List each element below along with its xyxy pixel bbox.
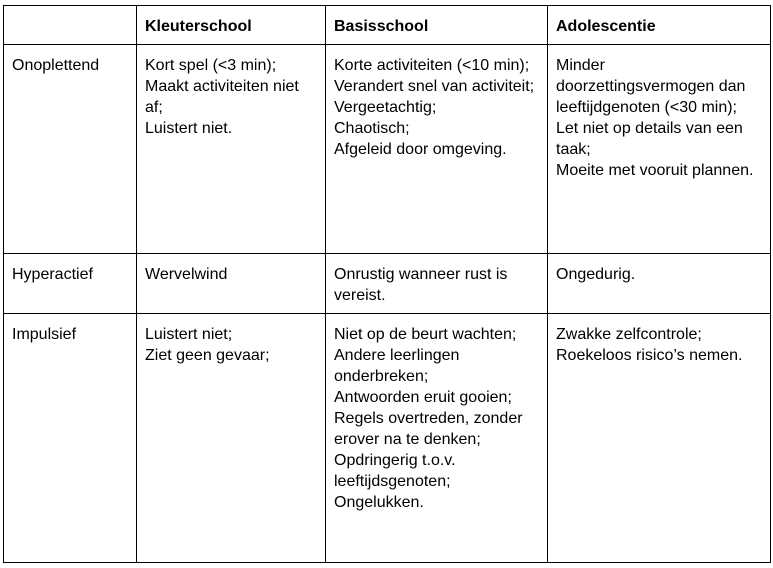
table-row-impulsief (4, 314, 771, 563)
cell-hyperactief-basisschool (326, 254, 548, 314)
cell-line: Moeite met vooruit plannen. (556, 162, 754, 179)
cell-line: Afgeleid door omgeving. (334, 141, 507, 158)
cell-line: Let niet op details van een taak; (556, 120, 743, 158)
cell-line: Ongedurig. (556, 266, 636, 283)
cell-line: Ziet geen gevaar; (145, 347, 270, 364)
row-label-impulsief: Impulsief (4, 314, 137, 563)
cell-impulsief-kleuterschool (137, 314, 326, 563)
cell-line: Chaotisch; (334, 120, 410, 137)
cell-line: Vergeetachtig; (334, 99, 437, 116)
row-label-hyperactief: Hyperactief (4, 254, 137, 314)
cell-line: Zwakke zelfcontrole; (556, 326, 702, 343)
table-header-row (4, 6, 771, 45)
comparison-table (3, 5, 771, 563)
cell-line: Roekeloos risico’s nemen. (556, 347, 743, 364)
row-label-onoplettend: Onoplettend (4, 45, 137, 254)
cell-line: Verandert snel van activiteit; (334, 78, 535, 95)
cell-hyperactief-adolescentie (548, 254, 771, 314)
cell-line: Andere leerlingen onderbreken; (334, 347, 460, 385)
cell-line: Regels overtreden, zonder erover na te denken; (334, 410, 523, 448)
cell-onoplettend-adolescentie (548, 45, 771, 254)
cell-line: Onrustig wanneer rust is vereist. (334, 266, 508, 304)
header-adolescentie: Adolescentie (548, 6, 771, 45)
table-row-onoplettend (4, 45, 771, 254)
cell-line: Korte activiteiten (<10 min); (334, 57, 530, 74)
cell-line: Luistert niet. (145, 120, 233, 137)
cell-hyperactief-kleuterschool (137, 254, 326, 314)
cell-impulsief-adolescentie (548, 314, 771, 563)
cell-line: Antwoorden eruit gooien; (334, 389, 512, 406)
cell-line: Luistert niet; (145, 326, 233, 343)
table-row-hyperactief (4, 254, 771, 314)
cell-onoplettend-kleuterschool (137, 45, 326, 254)
cell-impulsief-basisschool (326, 314, 548, 563)
header-basisschool: Basisschool (326, 6, 548, 45)
cell-line: Kort spel (<3 min); (145, 57, 277, 74)
cell-line: Minder doorzettingsvermogen dan leeftijdgenoten (<30 min); (556, 57, 746, 116)
cell-line: Opdringerig t.o.v. leeftijdsgenoten; (334, 452, 456, 490)
cell-line: Niet op de beurt wachten; (334, 326, 517, 343)
cell-line: Wervelwind (145, 266, 228, 283)
header-kleuterschool: Kleuterschool (137, 6, 326, 45)
cell-line: Ongelukken. (334, 494, 424, 511)
header-corner-cell (4, 6, 137, 45)
cell-line: Maakt activiteiten niet af; (145, 78, 299, 116)
cell-onoplettend-basisschool (326, 45, 548, 254)
